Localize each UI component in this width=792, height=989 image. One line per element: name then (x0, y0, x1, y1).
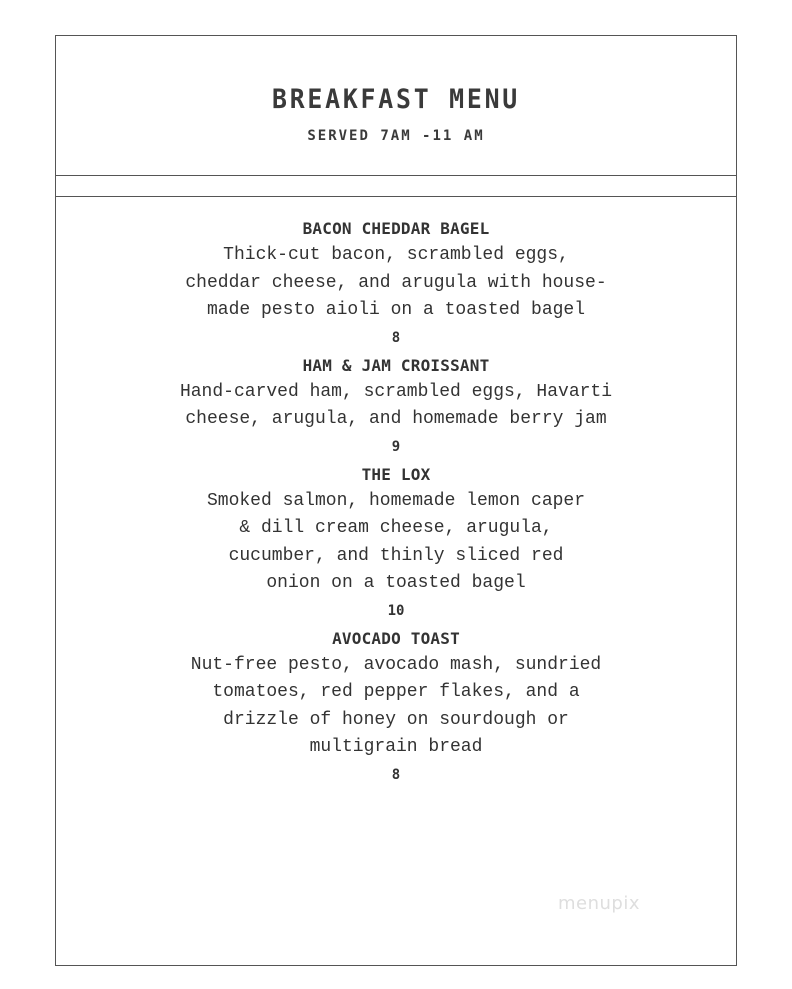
menu-item (0, 461, 792, 625)
header-divider-top (56, 175, 736, 176)
menu-item-name: BACON CHEDDAR BAGEL (302, 219, 490, 238)
menu-items (0, 215, 792, 789)
menu-item-description: Hand-carved ham, scrambled eggs, Havarti cheese, arugula, and homemade berry jam (179, 381, 613, 429)
menu-title: BREAKFAST MENU (271, 84, 520, 115)
menu-subtitle: SERVED 7AM -11 AM (307, 128, 485, 144)
menu-item (0, 215, 792, 352)
menu-item-price: 9 (391, 438, 401, 455)
menu-item-description: Smoked salmon, homemade lemon caper & dill cream cheese, arugula, cucumber, and thinly sliced red onion on a toasted bagel (206, 490, 586, 593)
menu-item-price: 10 (387, 602, 405, 619)
menu-item-price: 8 (391, 766, 401, 783)
menu-item-name: AVOCADO TOAST (332, 628, 460, 648)
menu-item-price: 8 (391, 329, 401, 346)
menu-item-name: THE LOX (361, 464, 431, 484)
header-divider-bottom (56, 196, 736, 197)
menu-item-description: Nut-free pesto, avocado mash, sundried tomatoes, red pepper flakes, and a drizzle of honey on sourdough or multigrain bread (190, 654, 602, 757)
watermark: menupix (558, 893, 641, 914)
menu-item-name: HAM & JAM CROISSANT (302, 355, 490, 375)
menu-item (0, 625, 792, 789)
menu-item (0, 352, 792, 461)
menu-item-description: Thick-cut bacon, scrambled eggs, cheddar cheese, and arugula with house-made pesto aioli on a toasted bagel (185, 245, 607, 320)
